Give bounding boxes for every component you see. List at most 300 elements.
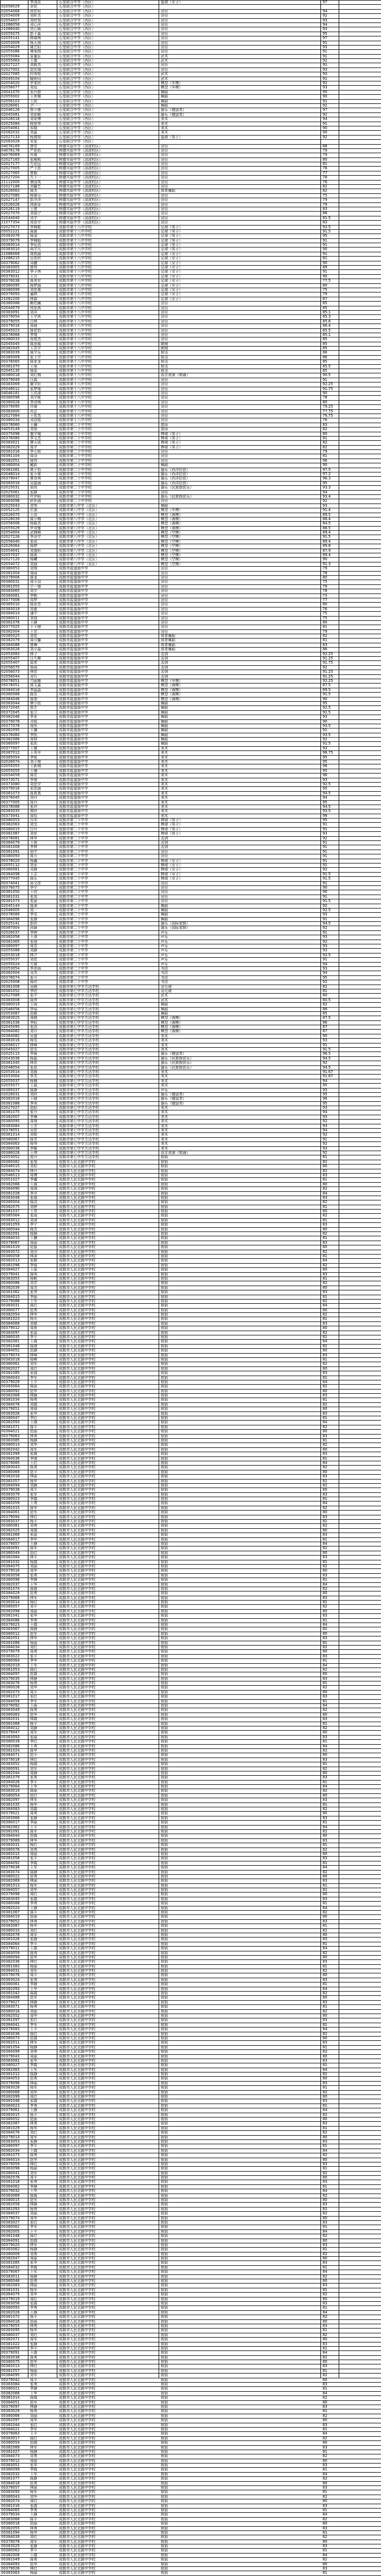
score-cell: 94 xyxy=(323,9,327,13)
school-name-cell: 成都市盐道街中学 xyxy=(59,656,88,661)
specialty-category-cell: 射箭 xyxy=(161,2526,168,2530)
specialty-category-cell: 美术 xyxy=(161,786,168,791)
student-name-cell: 陈思威 xyxy=(30,341,41,346)
student-name-cell: 王平 xyxy=(30,1379,38,1384)
student-name-cell: 刘丽 xyxy=(30,1564,38,1568)
student-id-cell: 00380014 xyxy=(1,1443,20,1447)
specialty-category-cell: 足球（女子） xyxy=(161,251,183,256)
specialty-category-cell: 美术 xyxy=(161,1069,168,1074)
score-cell: 91 xyxy=(323,827,327,831)
score-cell: 82 xyxy=(323,2557,327,2562)
student-name-cell: 张丽 xyxy=(30,899,38,904)
school-name-cell: 成都市人民北路中学校 xyxy=(59,2260,95,2265)
student-id-cell: 00384037 xyxy=(1,2211,20,2216)
school-name-cell: 成都市第八中学（北区） xyxy=(59,548,99,553)
student-name-cell: 赵宏瑞 xyxy=(30,67,41,72)
score-cell: 76 xyxy=(323,166,327,171)
school-name-cell: 成都市人民北路中学校 xyxy=(59,2049,95,2054)
school-name-cell: 成都市人民北路中学校 xyxy=(59,2063,95,2068)
school-name-cell: 成都市人民北路中学校 xyxy=(59,2395,95,2400)
school-name-cell: 成都市人民北路中学校 xyxy=(59,1285,95,1290)
school-name-cell: 成都市人民北路中学校 xyxy=(59,1950,95,1955)
score-cell: 80 xyxy=(323,2135,327,2139)
score-cell: 82 xyxy=(323,1546,327,1551)
specialty-category-cell: 美术 xyxy=(161,1128,168,1133)
student-id-cell: 00379076 xyxy=(1,1973,20,1978)
score-cell: 91.5 xyxy=(323,710,331,715)
specialty-category-cell: 击剑 xyxy=(161,836,168,840)
specialty-category-cell: 田径 xyxy=(161,615,168,620)
specialty-category-cell: 棒球（女子） xyxy=(161,867,183,872)
school-name-cell: 成都市人民北路中学校 xyxy=(59,1932,95,1937)
specialty-category-cell: 射箭 xyxy=(161,2476,168,2481)
student-id-cell: 00385037 xyxy=(1,1087,20,1092)
score-cell: 95 xyxy=(323,1083,327,1088)
school-name-cell: 成都市第七中学万达学校 xyxy=(59,1061,99,1065)
score-cell: 81 xyxy=(323,1883,327,1888)
specialty-category-cell: 射箭 xyxy=(161,2220,168,2225)
student-id-cell: 00383045 xyxy=(1,1896,20,1901)
score-cell: 80 xyxy=(323,1308,327,1312)
student-name-cell: 邓鹏 xyxy=(30,260,38,265)
specialty-category-cell: 射箭 xyxy=(161,1298,168,1303)
specialty-category-cell: 语言表演（朗诵） xyxy=(161,373,190,378)
student-name-cell: 刘洋 xyxy=(30,1249,38,1254)
specialty-category-cell: 射箭 xyxy=(161,1986,168,1991)
specialty-category-cell: 射箭 xyxy=(161,1973,168,1978)
score-cell: 79 xyxy=(323,292,327,297)
specialty-category-cell: 模型（空模） xyxy=(161,530,183,535)
student-name-cell: 罗家欣 xyxy=(30,81,41,86)
student-name-cell: 李美 xyxy=(30,1101,38,1106)
student-name-cell: 李霞 xyxy=(30,2467,38,2472)
student-id-cell: 02057037 xyxy=(1,553,20,558)
score-cell: 84 xyxy=(323,1379,327,1384)
specialty-category-cell: 射箭 xyxy=(161,2099,168,2104)
school-name-cell: 成都市人民北路中学校 xyxy=(59,1860,95,1865)
specialty-category-cell: 田径 xyxy=(161,170,168,175)
student-id-cell: 00382051 xyxy=(1,458,20,463)
score-cell: 85.1 xyxy=(323,332,331,337)
specialty-category-cell: 美术 xyxy=(161,1074,168,1079)
student-name-cell: 王德 xyxy=(30,746,38,750)
student-id-cell: 00379055 xyxy=(1,2323,20,2328)
score-cell: 81 xyxy=(323,1497,327,1501)
school-name-cell: 成都市人民北路中学校 xyxy=(59,1631,95,1636)
student-id-cell: 02027133 xyxy=(1,134,20,139)
specialty-category-cell: 射箭 xyxy=(161,1519,168,1524)
student-name-cell: 杨丽 xyxy=(30,2571,38,2575)
student-name-cell: 蔡雨 xyxy=(30,665,38,670)
specialty-category-cell: 射箭 xyxy=(161,1478,168,1483)
specialty-category-cell: 射箭 xyxy=(161,1784,168,1789)
school-name-cell: 成都市第二十中学校 xyxy=(59,499,92,504)
specialty-category-cell: 射箭 xyxy=(161,1694,168,1699)
school-name-cell: 成都市第十八中学校 xyxy=(59,364,92,369)
specialty-category-cell: 射箭 xyxy=(161,2337,168,2342)
specialty-category-cell: 射箭 xyxy=(161,2189,168,2194)
student-id-cell: 00382027 xyxy=(1,1366,20,1371)
score-cell: 80 xyxy=(323,2256,327,2261)
student-name-cell: 周平 xyxy=(30,2175,38,2180)
student-id-cell: 02054059 xyxy=(1,773,20,778)
specialty-category-cell: 田径 xyxy=(161,409,168,414)
student-id-cell: 00379035 xyxy=(1,1676,20,1681)
school-name-cell: 成都市第十八中学校 xyxy=(59,251,92,256)
school-name-cell: 成都市第二十中学校 xyxy=(59,490,92,494)
student-id-cell: 00380069 xyxy=(1,1469,20,1474)
specialty-category-cell: 美术 xyxy=(161,1132,168,1137)
student-name-cell: 张浩 xyxy=(30,1025,38,1030)
student-name-cell: 曾佳 xyxy=(30,144,38,148)
specialty-category-cell: 棒球（女子） xyxy=(161,858,183,863)
score-cell: 83 xyxy=(323,1533,327,1537)
score-cell: 91.5 xyxy=(323,535,331,539)
score-cell: 81 xyxy=(323,1802,327,1807)
school-name-cell: 树德实验中学（清波校区） xyxy=(59,157,103,162)
score-cell: 91 xyxy=(323,377,327,382)
student-name-cell: 陈军 xyxy=(30,1546,38,1551)
school-name-cell: 成都市第二十中学 xyxy=(59,912,88,917)
student-name-cell: 郑佳宇 xyxy=(30,220,41,225)
school-name-cell: 成都市人民北路中学校 xyxy=(59,1505,95,1510)
student-name-cell: 周军 xyxy=(30,1730,38,1735)
score-cell: 81 xyxy=(323,1357,327,1362)
student-name-cell: 赵丹 xyxy=(30,1155,38,1160)
student-id-cell: 00380097 xyxy=(1,741,20,746)
student-id-cell: 00380097 xyxy=(1,944,20,949)
school-name-cell: 成都市人民北路中学校 xyxy=(59,2350,95,2355)
score-cell: 81 xyxy=(323,1218,327,1222)
specialty-category-cell: 棒球（男子） xyxy=(161,818,183,823)
student-id-cell: 05052221 xyxy=(1,229,20,234)
score-cell: 75 xyxy=(323,193,327,198)
student-name-cell: 张静 xyxy=(30,2544,38,2549)
score-cell: 97.5 xyxy=(323,467,331,472)
score-cell: 87 xyxy=(323,1025,327,1030)
score-cell: 79 xyxy=(323,584,327,589)
specialty-category-cell: 田径 xyxy=(161,390,168,395)
school-name-cell: 成都市盐道街中学 xyxy=(59,764,88,769)
score-cell: 82 xyxy=(323,1213,327,1218)
school-name-cell: 成都市第七中学万达学校 xyxy=(59,1038,99,1043)
score-cell: 84 xyxy=(323,1541,327,1546)
score-cell: 86.5 xyxy=(323,525,331,530)
school-name-cell: 成都市人民北路中学校 xyxy=(59,1195,95,1200)
student-id-cell: 00380031 xyxy=(1,580,20,584)
school-name-cell: 成都市人民北路中学校 xyxy=(59,2409,95,2414)
student-id-cell: 00383053 xyxy=(1,2139,20,2144)
student-id-cell: 02026070 xyxy=(1,512,20,517)
student-id-cell: 00384033 xyxy=(1,1236,20,1241)
student-name-cell: 刘恒 xyxy=(30,1164,38,1169)
student-name-cell: 赵华 xyxy=(30,2562,38,2566)
school-name-cell: 成都市人民北路中学校 xyxy=(59,1272,95,1276)
school-name-cell: 成都市人民北路中学校 xyxy=(59,2360,95,2364)
school-name-cell: 成都市人民北路中学校 xyxy=(59,2445,95,2450)
student-id-cell: 00383019 xyxy=(1,606,20,611)
score-cell: 82 xyxy=(323,2234,327,2239)
specialty-category-cell: 武术 xyxy=(161,76,168,81)
student-name-cell: 周平 xyxy=(30,2377,38,2382)
student-id-cell: 00382046 xyxy=(1,715,20,719)
score-cell: 92.25 xyxy=(323,678,333,683)
student-name-cell: 李丽 xyxy=(30,1294,38,1299)
student-name-cell: 陈红 xyxy=(30,2031,38,2036)
specialty-category-cell: 射箭 xyxy=(161,1416,168,1421)
student-name-cell: 陈美宏 xyxy=(30,279,41,283)
student-id-cell: 00380058 xyxy=(1,1253,20,1258)
school-name-cell: 成都市盐道街中学 xyxy=(59,813,88,818)
specialty-category-cell: 射箭 xyxy=(161,1375,168,1380)
school-name-cell: 成都市人民北路中学校 xyxy=(59,1730,95,1735)
specialty-category-cell: 射箭 xyxy=(161,2328,168,2333)
specialty-category-cell: 射箭 xyxy=(161,1770,168,1775)
score-cell: 92.5 xyxy=(323,224,331,229)
student-name-cell: 李平 xyxy=(30,2548,38,2553)
student-id-cell: 00383049 xyxy=(1,1708,20,1713)
student-id-cell: 00376045 xyxy=(1,795,20,800)
specialty-category-cell: 射箭 xyxy=(161,1802,168,1807)
student-id-cell: 04053149 xyxy=(1,427,20,432)
score-cell: 80 xyxy=(323,620,327,625)
student-id-cell: 00381032 xyxy=(1,1559,20,1564)
student-id-cell: 00383076 xyxy=(1,234,20,238)
score-cell: 93 xyxy=(323,715,327,719)
student-id-cell: 00382007 xyxy=(1,1114,20,1119)
student-id-cell: 02045045 xyxy=(1,341,20,346)
student-name-cell: 刘丽 xyxy=(30,2413,38,2418)
student-id-cell: 00384018 xyxy=(1,687,20,692)
student-id-cell: 00384071 xyxy=(1,1753,20,1758)
score-cell: 82 xyxy=(323,1950,327,1955)
specialty-category-cell: 射箭 xyxy=(161,2009,168,2014)
score-cell: 82 xyxy=(323,440,327,445)
score-cell: 82 xyxy=(323,1644,327,1649)
student-name-cell: 李欣 xyxy=(30,988,38,993)
student-id-cell: 00384088 xyxy=(1,642,20,647)
score-cell: 83 xyxy=(323,1371,327,1376)
student-id-cell: 21086215 xyxy=(1,256,20,261)
score-cell: 80 xyxy=(323,1488,327,1492)
specialty-category-cell: 舞蹈 xyxy=(161,99,168,103)
student-name-cell: 赵华 xyxy=(30,1955,38,1959)
specialty-category-cell: 射箭 xyxy=(161,2431,168,2436)
student-id-cell: 00379041 xyxy=(1,1272,20,1276)
specialty-category-cell: 击剑 xyxy=(161,670,168,674)
student-id-cell: 00379057 xyxy=(1,1541,20,1546)
specialty-category-cell: 射箭 xyxy=(161,1460,168,1465)
student-id-cell: 02055407 xyxy=(1,656,20,661)
student-name-cell: 王静 xyxy=(30,2512,38,2517)
student-name-cell: 周军 xyxy=(30,1447,38,1452)
student-id-cell: 00382015 xyxy=(1,1851,20,1856)
specialty-category-cell: 田径 xyxy=(161,404,168,409)
specialty-category-cell: 舞蹈 xyxy=(161,503,168,508)
student-id-cell: 00384075 xyxy=(1,1564,20,1568)
score-cell: 81 xyxy=(323,256,327,261)
school-name-cell: 成都市人民北路中学校 xyxy=(59,1366,95,1371)
school-name-cell: 成都市人民北路中学校 xyxy=(59,1685,95,1690)
student-name-cell: 李华 xyxy=(30,1658,38,1663)
student-name-cell: 林佳 xyxy=(30,1061,38,1065)
student-name-cell: 谭承茵 xyxy=(30,49,41,54)
specialty-category-cell: 射箭 xyxy=(161,2445,168,2450)
score-cell: 91 xyxy=(323,1042,327,1047)
student-id-cell: 00381075 xyxy=(1,2153,20,2158)
score-cell: 82 xyxy=(323,2315,327,2319)
score-cell: 95 xyxy=(323,89,327,94)
student-name-cell: 李静 xyxy=(30,2184,38,2189)
student-id-cell: 02046014 xyxy=(1,472,20,477)
specialty-category-cell: 射箭 xyxy=(161,1834,168,1838)
student-id-cell: 00380099 xyxy=(1,2467,20,2472)
student-id-cell: 00379052 xyxy=(1,1919,20,1924)
school-name-cell: 成都市人民北路中学校 xyxy=(59,1586,95,1591)
student-id-cell: 00374041 xyxy=(1,881,20,885)
school-name-cell: 成都市第二十中学 xyxy=(59,907,88,912)
school-name-cell: 成都市人民北路中学校 xyxy=(59,2270,95,2274)
student-id-cell: 00381094 xyxy=(1,2530,20,2535)
student-id-cell: 00380012 xyxy=(1,1631,20,1636)
school-name-cell: 成都市人民北路中学校 xyxy=(59,1623,95,1627)
student-name-cell: 范心媛 xyxy=(30,27,41,32)
student-name-cell: 王凯 xyxy=(30,99,38,103)
school-name-cell: 石室联合中学（西区） xyxy=(59,67,95,72)
student-id-cell: 00381035 xyxy=(1,1802,20,1807)
score-cell: 84 xyxy=(323,1744,327,1748)
school-name-cell: 成都市第十八中学校 xyxy=(59,301,92,306)
score-cell: 83 xyxy=(323,2463,327,2468)
student-id-cell: 00380067 xyxy=(1,1137,20,1141)
score-cell: 90.5 xyxy=(323,373,331,378)
specialty-category-cell: 体育舞蹈 xyxy=(161,638,176,643)
specialty-category-cell: 射箭 xyxy=(161,1708,168,1713)
school-name-cell: 成都市人民北路中学校 xyxy=(59,1708,95,1713)
score-cell: 84.5 xyxy=(323,521,331,526)
school-name-cell: 成都市人民北路中学校 xyxy=(59,1460,95,1465)
student-name-cell: 刘冠 xyxy=(30,85,38,90)
student-id-cell: 00379047 xyxy=(1,476,20,481)
score-cell: 82 xyxy=(323,2072,327,2077)
specialty-category-cell: 射箭 xyxy=(161,2427,168,2431)
student-name-cell: 陈静 xyxy=(30,1627,38,1632)
school-name-cell: 成都市第二十中学校 xyxy=(59,472,92,477)
school-name-cell: 成都市第十八中学校 xyxy=(59,373,92,378)
specialty-category-cell: 射箭 xyxy=(161,2539,168,2544)
student-name-cell: 赵静 xyxy=(30,1348,38,1353)
school-name-cell: 成都市第十八中学校 xyxy=(59,238,92,243)
score-cell: 79 xyxy=(323,148,327,153)
student-id-cell: 00384021 xyxy=(1,1429,20,1434)
school-name-cell: 石室联合中学（西区） xyxy=(59,27,95,32)
student-name-cell: 施宇城 xyxy=(30,431,41,436)
student-name-cell: 林丽 xyxy=(30,2081,38,2085)
student-name-cell: 赵霞 xyxy=(30,1834,38,1838)
specialty-category-cell: 射箭 xyxy=(161,1676,168,1681)
student-id-cell: 00382059 xyxy=(1,1501,20,1506)
student-id-cell: 00381019 xyxy=(1,1245,20,1250)
specialty-category-cell: 舞蹈 xyxy=(161,741,168,746)
student-name-cell: 周丽 xyxy=(30,1240,38,1245)
student-name-cell: 杨梅 xyxy=(30,1078,38,1083)
student-id-cell: 00384017 xyxy=(1,1537,20,1542)
student-id-cell: 02027073 xyxy=(1,224,20,229)
school-name-cell: 成都市人民北路中学校 xyxy=(59,1267,95,1272)
specialty-category-cell: 美术 xyxy=(161,782,168,786)
student-id-cell: 00384036 xyxy=(1,1456,20,1461)
student-id-cell: 00381085 xyxy=(1,2260,20,2265)
score-cell: 84 xyxy=(323,2229,327,2234)
specialty-category-cell: 田径 xyxy=(161,211,168,216)
score-cell: 81 xyxy=(323,1820,327,1825)
score-cell: 86 xyxy=(323,211,327,216)
score-cell: 82 xyxy=(323,1384,327,1389)
student-name-cell: 赵丽 xyxy=(30,1429,38,1434)
student-name-cell: 谢宇轩 xyxy=(30,382,41,387)
student-name-cell: 李思雨 xyxy=(30,966,41,971)
specialty-category-cell: 射箭 xyxy=(161,2274,168,2279)
specialty-category-cell: 射箭 xyxy=(161,1874,168,1879)
specialty-category-cell: 射箭 xyxy=(161,2260,168,2265)
score-cell: 80 xyxy=(323,1995,327,2000)
school-name-cell: 成都市第二十中学 xyxy=(59,935,88,940)
score-cell: 93 xyxy=(323,831,327,836)
score-cell: 78 xyxy=(323,570,327,575)
score-cell: 84 xyxy=(323,1946,327,1951)
score-cell: 82 xyxy=(323,1847,327,1852)
score-cell: 75 xyxy=(323,580,327,584)
score-cell: 90 xyxy=(323,247,327,252)
score-cell: 90 xyxy=(323,130,327,135)
school-name-cell: 成都市人民北路中学校 xyxy=(59,1847,95,1852)
student-id-cell: 04076169 xyxy=(1,144,20,148)
student-name-cell: 陈欣 xyxy=(30,980,38,985)
score-cell: 83 xyxy=(323,1977,327,1982)
score-cell: 83 xyxy=(323,2180,327,2184)
school-name-cell: 成都市第七中学万达学校 xyxy=(59,1097,99,1101)
specialty-category-cell: 足球（女子） xyxy=(161,265,183,270)
score-cell: 81 xyxy=(323,2368,327,2373)
specialty-category-cell: 射箭 xyxy=(161,2485,168,2490)
specialty-category-cell: 射箭 xyxy=(161,1748,168,1753)
specialty-category-cell: 射箭 xyxy=(161,2121,168,2126)
school-name-cell: 成都市人民北路中学校 xyxy=(59,2085,95,2090)
school-name-cell: 成都市人民北路中学校 xyxy=(59,1654,95,1658)
student-id-cell: 00383015 xyxy=(1,2112,20,2117)
student-id-cell: 00382065 xyxy=(1,2067,20,2072)
score-cell: 91 xyxy=(323,1137,327,1141)
score-cell: 82 xyxy=(323,1505,327,1510)
student-name-cell: 周华 xyxy=(30,2418,38,2423)
specialty-category-cell: 舞蹈 xyxy=(161,710,168,715)
school-name-cell: 成都市人民北路中学校 xyxy=(59,2126,95,2130)
score-cell: 79.25 xyxy=(323,404,333,409)
specialty-category-cell: 美术 xyxy=(161,1078,168,1083)
student-name-cell: 林军 xyxy=(30,2445,38,2450)
specialty-category-cell: 舞蹈 xyxy=(161,907,168,912)
score-cell: 85.5 xyxy=(323,328,331,333)
student-id-cell: 00379031 xyxy=(1,274,20,279)
score-cell: 91 xyxy=(323,930,327,935)
student-id-cell: 00384081 xyxy=(1,593,20,598)
specialty-category-cell: 射箭 xyxy=(161,1379,168,1384)
specialty-category-cell: 射箭 xyxy=(161,1914,168,1919)
student-id-cell: 00380088 xyxy=(1,301,20,306)
student-name-cell: 李晨 xyxy=(30,1052,38,1056)
specialty-category-cell: 模型（车模） xyxy=(161,81,183,86)
school-name-cell: 成都市盐道街中学 xyxy=(59,660,88,665)
